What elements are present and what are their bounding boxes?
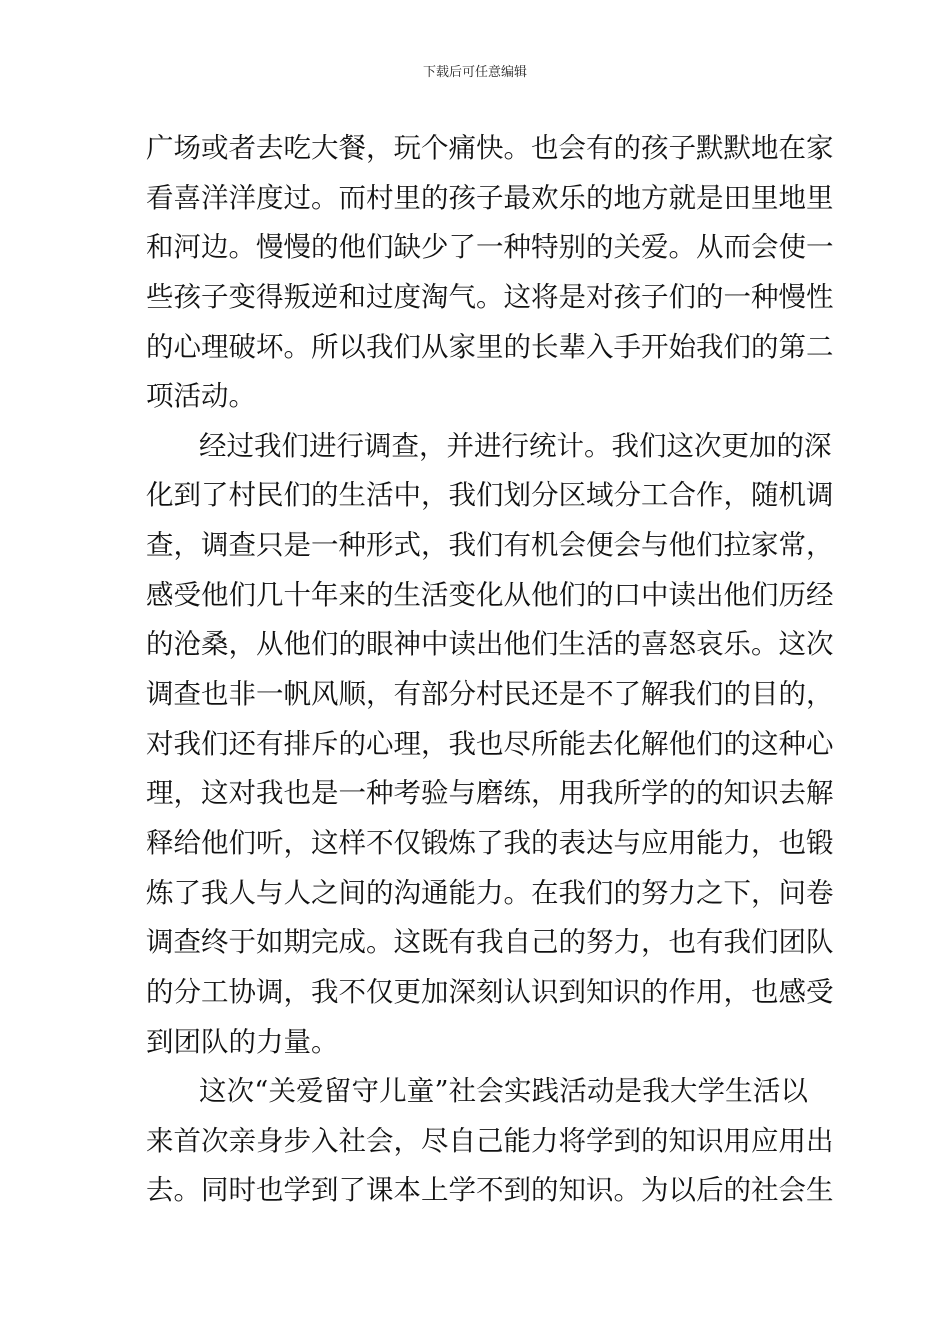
- text-line: 到团队的力量。: [146, 1025, 339, 1058]
- text-line: 理，这对我也是一种考验与磨练，用我所学的的知识去解: [146, 777, 834, 810]
- paragraph: [146, 422, 834, 1067]
- text-line: 释给他们听，这样不仅锻炼了我的表达与应用能力，也锻: [146, 826, 834, 859]
- paragraph: [146, 1067, 834, 1216]
- paragraph: [146, 124, 834, 422]
- text-line: 调查终于如期完成。这既有我自己的努力，也有我们团队: [146, 926, 834, 959]
- page-header: 下载后可任意编辑: [422, 65, 527, 80]
- text-line: 调查也非一帆风顺，有部分村民还是不了解我们的目的，: [146, 678, 834, 711]
- text-line: 这次“关爱留守儿童”社会实践活动是我大学生活以: [199, 1075, 808, 1108]
- text-line: 化到了村民们的生活中，我们划分区域分工合作，随机调: [146, 479, 834, 512]
- text-line: 对我们还有排斥的心理，我也尽所能去化解他们的这种心: [146, 727, 834, 760]
- text-line: 来首次亲身步入社会，尽自己能力将学到的知识用应用出: [146, 1124, 834, 1157]
- text-line: 感受他们几十年来的生活变化从他们的口中读出他们历经: [146, 578, 834, 611]
- text-line: 广场或者去吃大餐，玩个痛快。也会有的孩子默默地在家: [146, 132, 834, 164]
- text-line: 经过我们进行调查，并进行统计。我们这次更加的深: [199, 429, 832, 462]
- text-line: 的心理破坏。所以我们从家里的长辈入手开始我们的第二: [146, 330, 834, 363]
- text-line: 查，调查只是一种形式，我们有机会便会与他们拉家常，: [146, 529, 834, 562]
- text-line: 的分工协调，我不仅更加深刻认识到知识的作用，也感受: [146, 975, 834, 1008]
- text-line: 炼了我人与人之间的沟通能力。在我们的努力之下，问卷: [146, 876, 834, 909]
- text-line: 的沧桑，从他们的眼神中读出他们生活的喜怒哀乐。这次: [146, 628, 834, 661]
- text-line: 和河边。慢慢的他们缺少了一种特别的关爱。从而会使一: [146, 231, 834, 264]
- text-line: 些孩子变得叛逆和过度淘气。这将是对孩子们的一种慢性: [146, 280, 834, 313]
- text-line: 项活动。: [146, 380, 256, 413]
- text-line: 去。同时也学到了课本上学不到的知识。为以后的社会生: [146, 1174, 834, 1207]
- text-line: 看喜洋洋度过。而村里的孩子最欢乐的地方就是田里地里: [146, 181, 834, 214]
- document-body: [146, 124, 834, 1216]
